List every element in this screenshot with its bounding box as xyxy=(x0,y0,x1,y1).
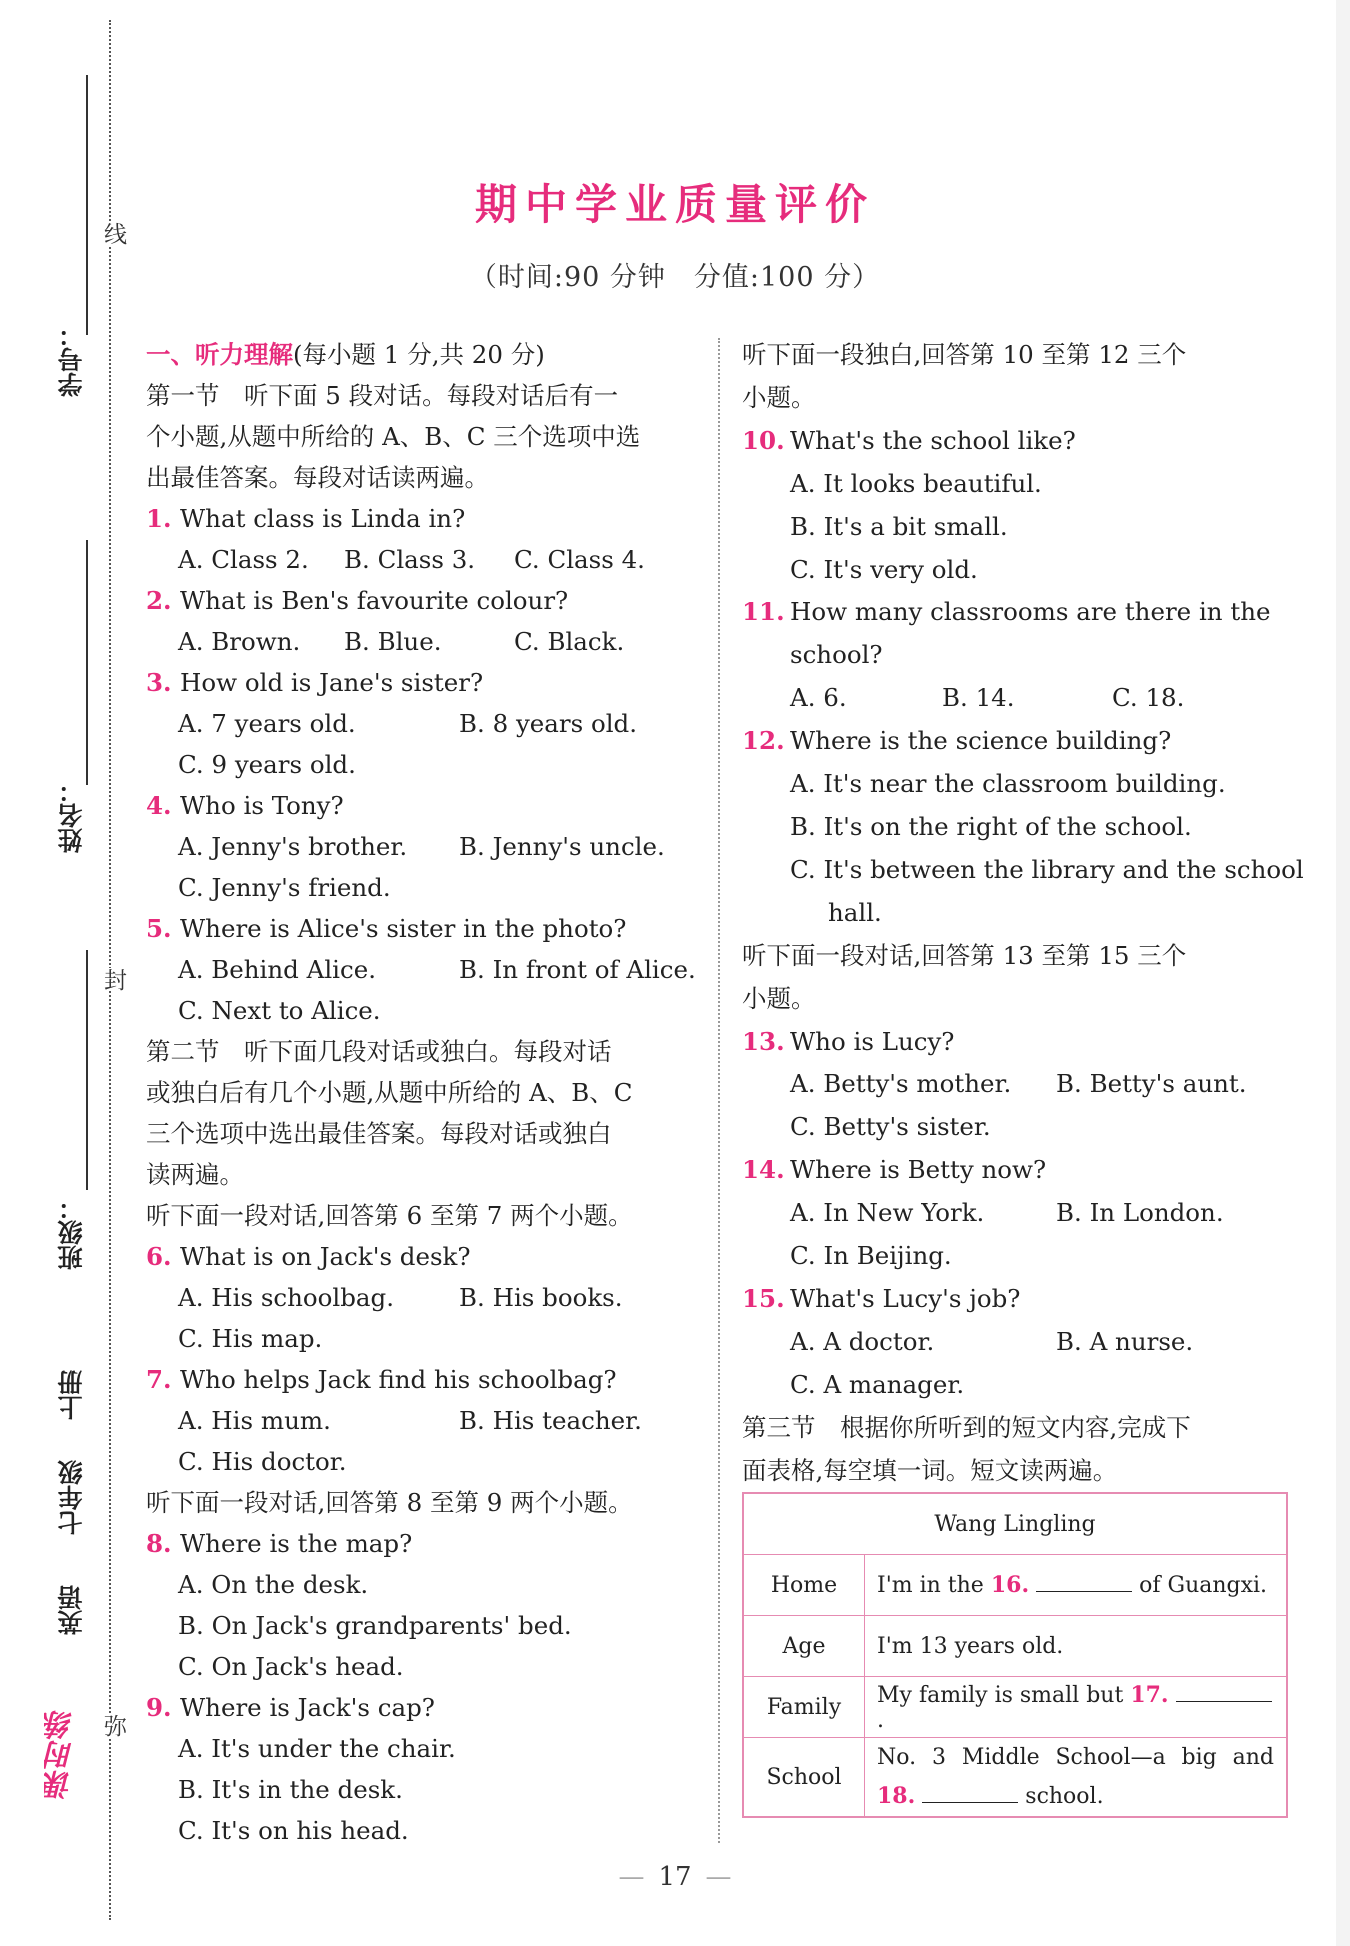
option-a: A. Brown. xyxy=(178,627,301,656)
section1-heading xyxy=(146,334,706,375)
value-text: school. xyxy=(1025,1783,1104,1809)
option-a: A. 7 years old. xyxy=(178,709,356,738)
question-number: 8. xyxy=(146,1529,172,1558)
option-c: C. A manager. xyxy=(790,1369,965,1399)
option-a: A. Jenny's brother. xyxy=(178,832,408,861)
part3-instruction: 面表格,每空填一词。短文读两遍。 xyxy=(742,1455,1118,1485)
table-header: Wang Lingling xyxy=(743,1493,1287,1555)
question-number: 15. xyxy=(742,1283,785,1313)
question-text: Who is Lucy? xyxy=(790,1026,955,1056)
question-9 xyxy=(146,1687,706,1728)
column-divider xyxy=(718,338,720,1843)
question-text: Where is Betty now? xyxy=(790,1155,1047,1185)
value-text: No. 3 Middle School—a big and xyxy=(877,1744,1274,1770)
options-7 xyxy=(146,1400,706,1441)
option-c: C. It's between the library and the school xyxy=(790,854,1304,884)
question-text: What class is Linda in? xyxy=(180,504,466,533)
question-text: What's Lucy's job? xyxy=(790,1283,1021,1313)
question-text-cont: school? xyxy=(790,640,883,670)
page-number xyxy=(0,1862,1350,1892)
question-10 xyxy=(742,420,1302,463)
question-text: Who helps Jack find his schoolbag? xyxy=(180,1365,617,1394)
option-a: A. It's near the classroom building. xyxy=(790,769,1226,799)
table-row xyxy=(743,1555,1287,1616)
row-label: Home xyxy=(743,1555,865,1616)
value-text: My family is small but xyxy=(877,1682,1124,1708)
option-c: C. Jenny's friend. xyxy=(178,873,391,902)
question-text: What is on Jack's desk? xyxy=(180,1242,471,1271)
part1-instruction: 第一节 听下面 5 段对话。每段对话后有一 xyxy=(146,381,619,410)
part1-instruction: 出最佳答案。每段对话读两遍。 xyxy=(146,463,489,492)
option-a: A. A doctor. xyxy=(790,1326,935,1356)
question-number: 1. xyxy=(146,504,172,533)
option-c: C. It's on his head. xyxy=(178,1816,409,1845)
banji-line xyxy=(86,950,88,1190)
row-value xyxy=(865,1677,1288,1738)
option-c: C. Class 4. xyxy=(514,545,645,574)
marker-seal: 封 xyxy=(97,968,130,991)
part2-instruction: 第二节 听下面几段对话或独白。每段对话 xyxy=(146,1037,612,1066)
blank-number: 18. xyxy=(877,1782,916,1809)
option-b: B. Jenny's uncle. xyxy=(459,832,665,861)
info-table xyxy=(742,1492,1288,1818)
right-column xyxy=(742,334,1302,1492)
option-a: A. Betty's mother. xyxy=(790,1069,1012,1099)
question-14 xyxy=(742,1149,1302,1192)
option-c: C. 9 years old. xyxy=(178,750,356,779)
option-b: B. It's in the desk. xyxy=(178,1775,403,1804)
answer-blank-17[interactable] xyxy=(1176,1683,1272,1702)
question-text: Where is Jack's cap? xyxy=(180,1693,435,1722)
question-12 xyxy=(742,720,1302,763)
banji-label: 班级： xyxy=(57,1195,86,1270)
marker-mi: 弥 xyxy=(97,1714,130,1737)
question-number: 11. xyxy=(742,597,785,627)
options-3 xyxy=(146,703,706,744)
row-value xyxy=(865,1555,1288,1616)
value-text: of Guangxi. xyxy=(1139,1573,1268,1598)
option-b: B. A nurse. xyxy=(1056,1326,1194,1356)
question-text: What's the school like? xyxy=(790,425,1076,455)
question-4 xyxy=(146,785,706,826)
option-b: B. It's a bit small. xyxy=(790,511,1008,541)
question-number: 6. xyxy=(146,1242,172,1271)
option-b: B. Blue. xyxy=(344,627,442,656)
option-b: B. Betty's aunt. xyxy=(1056,1069,1247,1099)
option-a: A. Behind Alice. xyxy=(178,955,377,984)
value-line-2 xyxy=(877,1777,1274,1816)
question-text: Where is the science building? xyxy=(790,726,1172,756)
part1-instruction: 个小题,从题中所给的 A、B、C 三个选项中选 xyxy=(146,422,641,451)
question-11 xyxy=(742,591,1302,634)
value-text: I'm in the xyxy=(877,1573,984,1598)
xingming-label: 姓名： xyxy=(57,778,86,853)
question-number: 5. xyxy=(146,914,172,943)
option-a: A. Class 2. xyxy=(178,545,309,574)
grade-label: 七年级 xyxy=(57,1460,86,1535)
option-a: A. His mum. xyxy=(178,1406,331,1435)
option-a: A. It's under the chair. xyxy=(178,1734,456,1763)
option-c-cont: hall. xyxy=(828,897,882,927)
option-b: B. In front of Alice. xyxy=(459,955,696,984)
option-c: C. His doctor. xyxy=(178,1447,347,1476)
options-5 xyxy=(146,949,706,990)
options-15 xyxy=(742,1321,1302,1364)
brand-logo: 课时练 xyxy=(44,1710,79,1800)
row-label: Family xyxy=(743,1677,865,1738)
marker-line: 线 xyxy=(97,222,130,245)
question-number: 2. xyxy=(146,586,172,615)
option-a: A. It looks beautiful. xyxy=(790,468,1042,498)
option-b: B. His books. xyxy=(459,1283,623,1312)
question-text: Where is Alice's sister in the photo? xyxy=(180,914,627,943)
instruction-8-9: 听下面一段对话,回答第 8 至第 9 两个小题。 xyxy=(146,1488,633,1517)
options-2 xyxy=(146,621,706,662)
options-6 xyxy=(146,1277,706,1318)
blank-number: 16. xyxy=(990,1572,1030,1598)
instruction-10-12: 小题。 xyxy=(742,382,816,412)
row-label: Age xyxy=(743,1616,865,1677)
table-row xyxy=(743,1677,1287,1738)
question-number: 10. xyxy=(742,425,785,455)
option-b: B. In London. xyxy=(1056,1198,1224,1228)
question-5 xyxy=(146,908,706,949)
options-14 xyxy=(742,1192,1302,1235)
section1-title: 一、听力理解 xyxy=(146,340,293,369)
table-row xyxy=(743,1738,1287,1818)
xingming-line xyxy=(86,540,88,785)
option-c: C. Black. xyxy=(514,627,625,656)
option-c: C. In Beijing. xyxy=(790,1241,952,1271)
question-number: 13. xyxy=(742,1026,785,1056)
option-c: C. Betty's sister. xyxy=(790,1112,991,1142)
option-c: C. Next to Alice. xyxy=(178,996,381,1025)
dash-decoration: — xyxy=(705,1862,732,1892)
table-row xyxy=(743,1616,1287,1677)
part2-instruction: 读两遍。 xyxy=(146,1160,244,1189)
row-label: School xyxy=(743,1738,865,1818)
blank-number: 17. xyxy=(1130,1681,1169,1708)
page-subtitle: （时间:90 分钟 分值:100 分） xyxy=(469,262,881,293)
option-b: B. It's on the right of the school. xyxy=(790,811,1192,841)
option-b: B. 14. xyxy=(942,683,1015,713)
question-3 xyxy=(146,662,706,703)
question-number: 14. xyxy=(742,1155,785,1185)
question-15 xyxy=(742,1278,1302,1321)
part2-instruction: 三个选项中选出最佳答案。每段对话或独白 xyxy=(146,1119,612,1148)
question-8 xyxy=(146,1523,706,1564)
option-b: B. On Jack's grandparents' bed. xyxy=(178,1611,572,1640)
question-text: What is Ben's favourite colour? xyxy=(180,586,569,615)
page-number-value: 17 xyxy=(658,1862,692,1892)
xuehao-label: 学号： xyxy=(57,322,86,397)
answer-blank-18[interactable] xyxy=(922,1784,1018,1803)
option-a: A. 6. xyxy=(790,683,847,713)
value-text: . xyxy=(877,1707,884,1733)
part3-instruction: 第三节 根据你所听到的短文内容,完成下 xyxy=(742,1412,1191,1442)
page-title: 期中学业质量评价 xyxy=(474,180,875,229)
part2-instruction: 或独白后有几个小题,从题中所给的 A、B、C xyxy=(146,1078,633,1107)
section1-note: (每小题 1 分,共 20 分) xyxy=(293,340,545,369)
question-text: How many classrooms are there in the xyxy=(790,597,1271,627)
option-c: C. His map. xyxy=(178,1324,323,1353)
option-b: B. His teacher. xyxy=(459,1406,642,1435)
question-text: Who is Tony? xyxy=(180,791,344,820)
instruction-13-15: 听下面一段对话,回答第 13 至第 15 三个 xyxy=(742,940,1187,970)
question-number: 9. xyxy=(146,1693,172,1722)
question-2 xyxy=(146,580,706,621)
dash-decoration: — xyxy=(618,1862,645,1892)
question-text: How old is Jane's sister? xyxy=(180,668,484,697)
book-label: 上册 xyxy=(57,1370,86,1420)
option-b: B. Class 3. xyxy=(344,545,476,574)
question-number: 7. xyxy=(146,1365,172,1394)
options-1 xyxy=(146,539,706,580)
options-13 xyxy=(742,1063,1302,1106)
left-column xyxy=(146,334,706,1851)
answer-blank-16[interactable] xyxy=(1036,1573,1132,1592)
row-value xyxy=(865,1738,1288,1818)
question-6 xyxy=(146,1236,706,1277)
table-header-row xyxy=(743,1493,1287,1555)
option-c: C. 18. xyxy=(1112,683,1185,713)
question-text: Where is the map? xyxy=(180,1529,413,1558)
option-a: A. His schoolbag. xyxy=(178,1283,395,1312)
question-number: 4. xyxy=(146,791,172,820)
option-c: C. On Jack's head. xyxy=(178,1652,404,1681)
instruction-10-12: 听下面一段独白,回答第 10 至第 12 三个 xyxy=(742,340,1187,369)
question-13 xyxy=(742,1021,1302,1064)
row-value: I'm 13 years old. xyxy=(865,1616,1288,1677)
question-7 xyxy=(146,1359,706,1400)
options-4 xyxy=(146,826,706,867)
options-11 xyxy=(742,677,1302,720)
option-a: A. In New York. xyxy=(790,1198,985,1228)
option-b: B. 8 years old. xyxy=(459,709,638,738)
question-number: 3. xyxy=(146,668,172,697)
option-c: C. It's very old. xyxy=(790,554,978,584)
instruction-6-7: 听下面一段对话,回答第 6 至第 7 两个小题。 xyxy=(146,1201,633,1230)
question-number: 12. xyxy=(742,726,785,756)
subject-label: 英语 xyxy=(57,1585,86,1635)
question-1 xyxy=(146,498,706,539)
option-a: A. On the desk. xyxy=(178,1570,369,1599)
instruction-13-15: 小题。 xyxy=(742,983,816,1013)
